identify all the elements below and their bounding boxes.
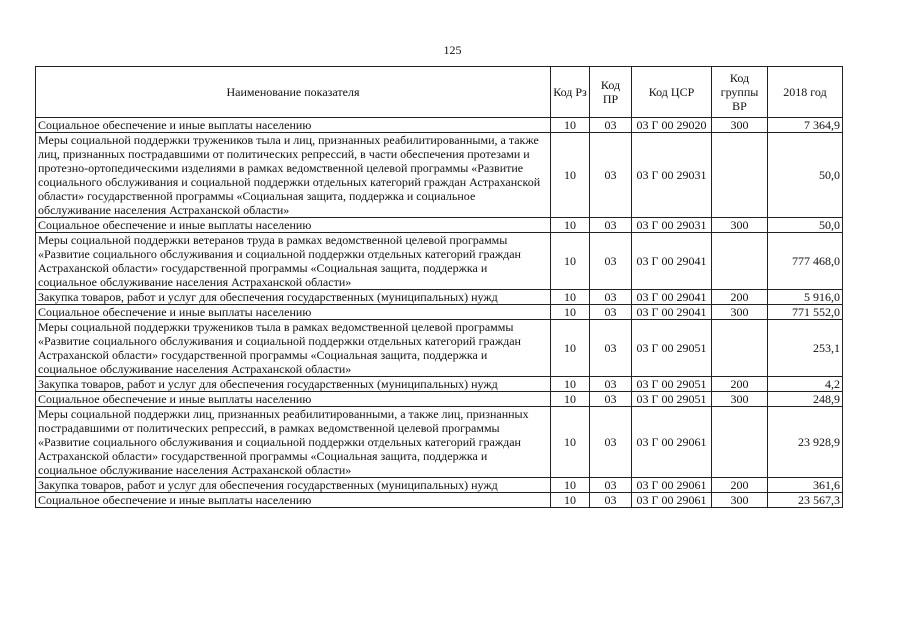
cell-sum: 23 928,9 [768, 407, 843, 478]
cell-pr: 03 [590, 305, 632, 320]
table-row [36, 407, 843, 478]
table-row [36, 305, 843, 320]
cell-sum: 777 468,0 [768, 233, 843, 290]
header-sum: 2018 год [768, 67, 843, 118]
cell-csr: 03 Г 00 29061 [632, 493, 712, 508]
cell-sum: 248,9 [768, 392, 843, 407]
cell-vr [712, 407, 768, 478]
table-row [36, 233, 843, 290]
cell-csr: 03 Г 00 29051 [632, 392, 712, 407]
cell-vr: 300 [712, 493, 768, 508]
cell-rz: 10 [551, 320, 590, 377]
cell-rz: 10 [551, 290, 590, 305]
table-row [36, 290, 843, 305]
cell-sum: 771 552,0 [768, 305, 843, 320]
header-rz: Код Рз [551, 67, 590, 118]
cell-pr: 03 [590, 493, 632, 508]
cell-vr: 300 [712, 218, 768, 233]
cell-csr: 03 Г 00 29041 [632, 233, 712, 290]
table-row [36, 478, 843, 493]
cell-name: Меры социальной поддержки тружеников тыла и лиц, признанных реабилитированными, а также лиц, признанных пострадавшими от политических репрессий, в части обеспечения протезами и протезно-ортопедическими изделиями в рамках ведомственной целевой программы «Развитие социального обслуживания и социальной поддержки отдельных категорий граждан Астраханской области» государственной программы «Социальная защита, поддержка и социальное обслуживание населения Астраханской области» [36, 133, 551, 218]
cell-vr: 300 [712, 305, 768, 320]
cell-pr: 03 [590, 290, 632, 305]
cell-pr: 03 [590, 407, 632, 478]
cell-name: Закупка товаров, работ и услуг для обеспечения государственных (муниципальных) нужд [36, 290, 551, 305]
cell-pr: 03 [590, 377, 632, 392]
cell-name: Закупка товаров, работ и услуг для обеспечения государственных (муниципальных) нужд [36, 478, 551, 493]
cell-pr: 03 [590, 233, 632, 290]
cell-sum: 253,1 [768, 320, 843, 377]
cell-name: Закупка товаров, работ и услуг для обеспечения государственных (муниципальных) нужд [36, 377, 551, 392]
cell-name: Меры социальной поддержки лиц, признанных реабилитированными, а также лиц, признанных пострадавшими от политических репрессий, в рамках ведомственной целевой программы «Развитие социального обслуживания и социальной поддержки отдельных категорий граждан Астраханской области» государственной программы «Социальная защита, поддержка и социальное обслуживание населения Астраханской области» [36, 407, 551, 478]
cell-rz: 10 [551, 407, 590, 478]
cell-rz: 10 [551, 233, 590, 290]
cell-csr: 03 Г 00 29061 [632, 478, 712, 493]
cell-csr: 03 Г 00 29041 [632, 305, 712, 320]
cell-sum: 50,0 [768, 133, 843, 218]
cell-name: Социальное обеспечение и иные выплаты населению [36, 305, 551, 320]
cell-pr: 03 [590, 118, 632, 133]
cell-pr: 03 [590, 392, 632, 407]
cell-csr: 03 Г 00 29020 [632, 118, 712, 133]
cell-vr: 200 [712, 377, 768, 392]
cell-name: Социальное обеспечение и иные выплаты населению [36, 392, 551, 407]
table-row [36, 218, 843, 233]
header-csr: Код ЦСР [632, 67, 712, 118]
table-header [36, 67, 843, 118]
table-row [36, 118, 843, 133]
cell-rz: 10 [551, 118, 590, 133]
cell-pr: 03 [590, 133, 632, 218]
budget-table [35, 66, 843, 508]
cell-vr [712, 233, 768, 290]
table-row [36, 377, 843, 392]
table-row [36, 392, 843, 407]
cell-vr [712, 320, 768, 377]
cell-vr: 300 [712, 392, 768, 407]
table-row [36, 133, 843, 218]
cell-rz: 10 [551, 218, 590, 233]
cell-csr: 03 Г 00 29031 [632, 218, 712, 233]
cell-rz: 10 [551, 392, 590, 407]
cell-vr: 200 [712, 290, 768, 305]
cell-name: Меры социальной поддержки тружеников тыла в рамках ведомственной целевой программы «Развитие социального обслуживания и социальной поддержки отдельных категорий граждан Астраханской области» государственной программы «Социальная защита, поддержка и социальное обслуживание населения Астраханской области» [36, 320, 551, 377]
cell-rz: 10 [551, 478, 590, 493]
cell-sum: 361,6 [768, 478, 843, 493]
cell-sum: 23 567,3 [768, 493, 843, 508]
cell-vr: 300 [712, 118, 768, 133]
cell-csr: 03 Г 00 29051 [632, 377, 712, 392]
cell-csr: 03 Г 00 29031 [632, 133, 712, 218]
cell-csr: 03 Г 00 29061 [632, 407, 712, 478]
cell-vr [712, 133, 768, 218]
cell-sum: 7 364,9 [768, 118, 843, 133]
table-row [36, 320, 843, 377]
cell-csr: 03 Г 00 29051 [632, 320, 712, 377]
cell-sum: 4,2 [768, 377, 843, 392]
cell-vr: 200 [712, 478, 768, 493]
cell-name: Социальное обеспечение и иные выплаты населению [36, 493, 551, 508]
header-name: Наименование показателя [36, 67, 551, 118]
cell-rz: 10 [551, 377, 590, 392]
cell-name: Меры социальной поддержки ветеранов труда в рамках ведомственной целевой программы «Развитие социального обслуживания и социальной поддержки отдельных категорий граждан Астраханской области» государственной программы «Социальная защита, поддержка и социальное обслуживание населения Астраханской области» [36, 233, 551, 290]
header-pr: Код ПР [590, 67, 632, 118]
page-number: 125 [443, 43, 462, 57]
cell-csr: 03 Г 00 29041 [632, 290, 712, 305]
header-vr: Код группы ВР [712, 67, 768, 118]
cell-pr: 03 [590, 478, 632, 493]
table-body [36, 118, 843, 508]
cell-sum: 5 916,0 [768, 290, 843, 305]
table-row [36, 493, 843, 508]
cell-sum: 50,0 [768, 218, 843, 233]
cell-pr: 03 [590, 320, 632, 377]
cell-name: Социальное обеспечение и иные выплаты населению [36, 118, 551, 133]
cell-name: Социальное обеспечение и иные выплаты населению [36, 218, 551, 233]
cell-rz: 10 [551, 133, 590, 218]
cell-pr: 03 [590, 218, 632, 233]
cell-rz: 10 [551, 493, 590, 508]
cell-rz: 10 [551, 305, 590, 320]
